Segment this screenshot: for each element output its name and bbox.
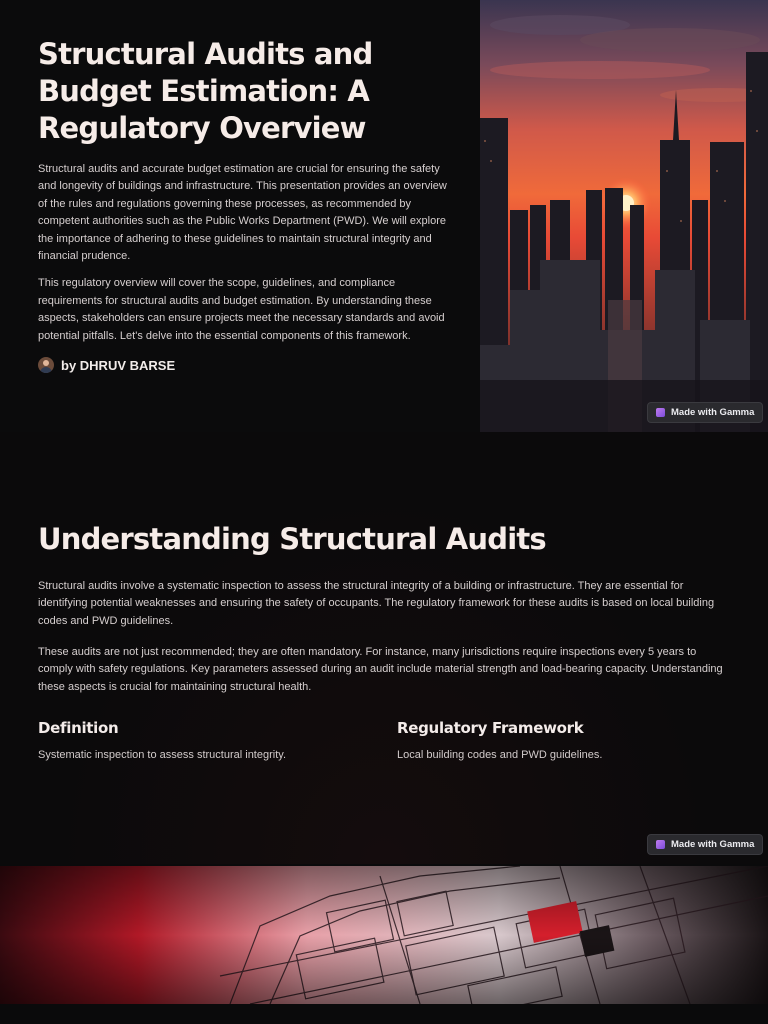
badge-label: Made with Gamma <box>671 407 755 418</box>
section-paragraph-2: These audits are not just recommended; they are often mandatory. For instance, many jurisdictions require inspections every 5 years to comply with safety regulations. Key parameters assessed during an audit include material strength and load-bearing capacity. Understanding these aspects is crucial for maintaining structural health. <box>38 646 723 693</box>
city-sunset-image <box>480 0 768 432</box>
blueprint-image <box>0 866 768 1004</box>
slide-blueprint-partial <box>0 864 768 1024</box>
made-with-gamma-badge[interactable] <box>647 834 763 855</box>
definition-text: Systematic inspection to assess structural integrity. <box>38 749 287 761</box>
slide-title <box>0 0 768 432</box>
presentation-title: Structural Audits and Budget Estimation: A Regulatory Overview <box>38 37 373 145</box>
section-title: Understanding Structural Audits <box>38 522 546 556</box>
intro-paragraph-1: Structural audits and accurate budget estimation are crucial for ensuring the safety and longevity of buildings and infrastructure. This presentation provides an overview of the rules and regulations governing these processes, as recommended by competent authorities such as the Public Works Department (PWD). We will explore the importance of adhering to these guidelines to maintain structural integrity and financial prudence. <box>38 163 447 263</box>
gamma-logo-icon <box>656 840 665 849</box>
definition-column <box>38 719 338 761</box>
made-with-gamma-badge[interactable] <box>647 402 763 423</box>
author-avatar-icon <box>38 357 54 373</box>
badge-label: Made with Gamma <box>671 839 755 850</box>
definition-heading: Definition <box>38 719 119 737</box>
section-paragraph-1: Structural audits involve a systematic inspection to assess the structural integrity of a building or infrastructure. They are essential for identifying potential weaknesses and ensuring the safety of occupants. The regulatory framework for these audits is based on local building codes and PWD guidelines. <box>38 580 715 627</box>
title-slide-content <box>38 36 448 373</box>
regulatory-framework-column <box>397 719 697 761</box>
author-name: by DHRUV BARSE <box>61 357 176 373</box>
regulatory-framework-text: Local building codes and PWD guidelines. <box>397 749 603 761</box>
gamma-logo-icon <box>656 408 665 417</box>
slide-understanding-audits <box>0 432 768 864</box>
regulatory-framework-heading: Regulatory Framework <box>397 719 584 737</box>
author-line <box>38 357 448 373</box>
intro-paragraph-2: This regulatory overview will cover the scope, guidelines, and compliance requirements for structural audits and budget estimation. By understanding these aspects, stakeholders can ensure projects meet the necessary standards and avoid potential pitfalls. Let's delve into the essential components of this framework. <box>38 277 445 342</box>
